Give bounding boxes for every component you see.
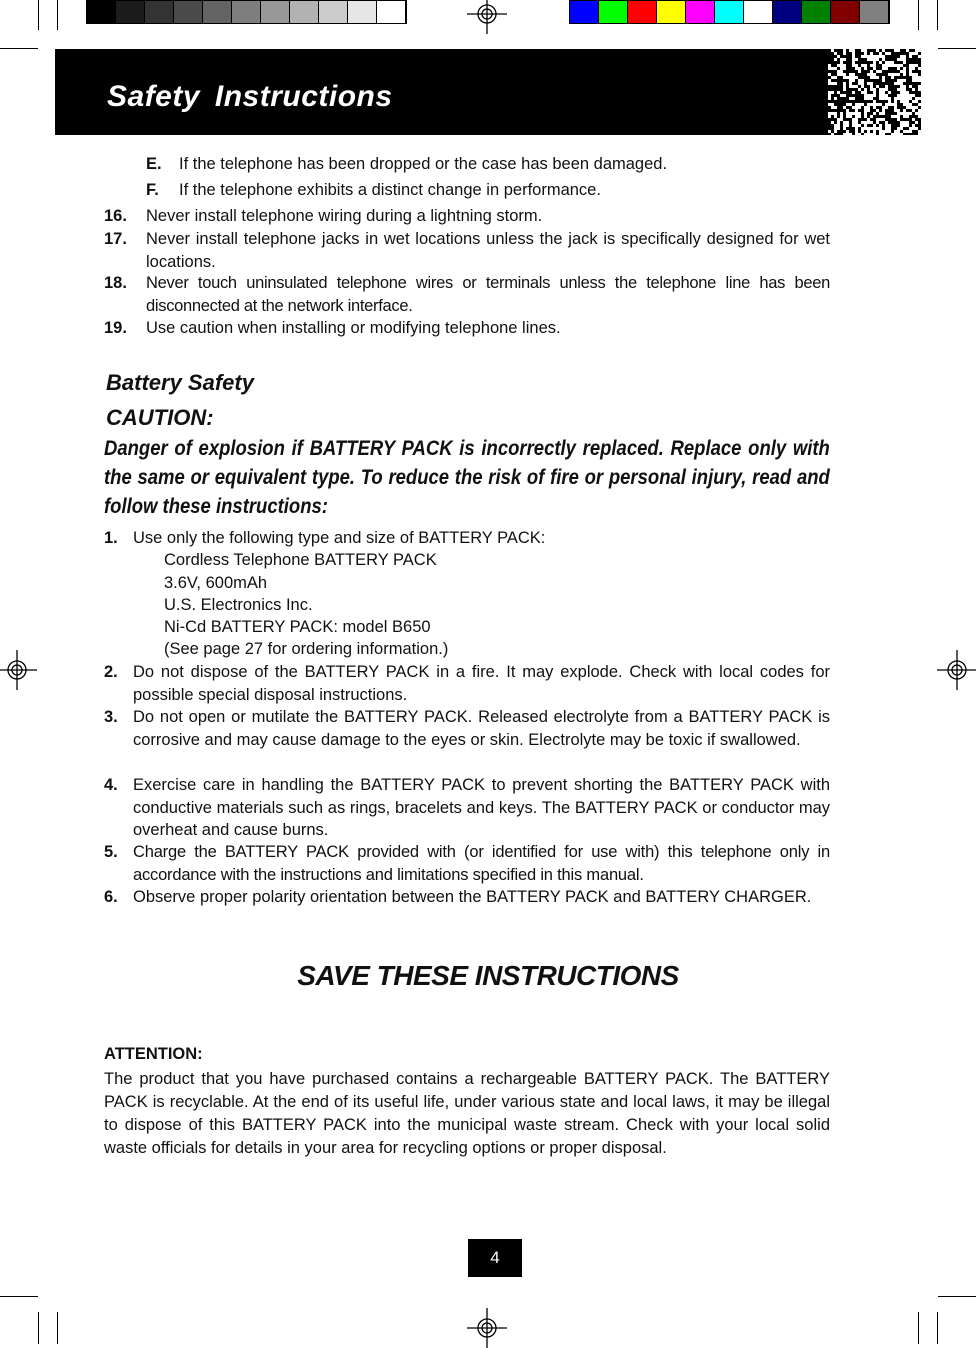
color-swatch [232, 1, 261, 23]
battery-item-text: Observe proper polarity orientation between the BATTERY PACK and BATTERY CHARGER. [133, 888, 812, 906]
color-swatch [773, 1, 802, 23]
battery-item-text: Use only the following type and size of BATTERY PACK: [133, 529, 546, 547]
sub-item-label: F. [146, 181, 159, 199]
section-heading: Battery Safety [106, 370, 254, 395]
registration-mark-icon [467, 0, 507, 34]
sub-item-label: E. [146, 155, 162, 173]
crop-mark [938, 1296, 976, 1297]
item-text: Use caution when installing or modifying telephone lines. [146, 319, 561, 337]
color-swatch [261, 1, 290, 23]
attention-heading: ATTENTION: [104, 1045, 203, 1063]
crop-mark [38, 0, 39, 30]
color-swatch [203, 1, 232, 23]
color-swatch [802, 1, 831, 23]
battery-item-text: Exercise care in handling the BATTERY PACK to prevent shorting the BATTERY PACK with conductive materials such as rings, bracelets and keys. The BATTERY PACK or conductor may overheat and cause burns. [133, 776, 830, 839]
registration-mark-icon [0, 650, 37, 690]
battery-spec-line: (See page 27 for ordering information.) [164, 640, 449, 658]
gray-swatch-bar [86, 0, 407, 24]
sub-item-text: If the telephone exhibits a distinct change in performance. [179, 181, 601, 199]
battery-spec-line: U.S. Electronics Inc. [164, 596, 313, 614]
battery-item-number: 3. [104, 708, 118, 726]
attention-text: The product that you have purchased contains a rechargeable BATTERY PACK. The BATTERY PACK is recyclable. At the end of its useful life, under various state and local laws, it may be illegal to dispose of this BATTERY PACK into the municipal waste stream. Check with your local solid waste officials for details in your area for recycling options or proper disposal. [104, 1070, 830, 1157]
color-swatch [290, 1, 319, 23]
item-text: Never install telephone jacks in wet locations unless the jack is specifically designed for wet locations. [146, 230, 830, 271]
crop-mark [938, 48, 976, 49]
registration-mark-icon [937, 650, 976, 690]
crop-mark [0, 1296, 38, 1297]
color-swatch [174, 1, 203, 23]
save-instructions-heading: SAVE THESE INSTRUCTIONS [297, 960, 679, 991]
battery-item-number: 6. [104, 888, 118, 906]
battery-item-text: Do not dispose of the BATTERY PACK in a fire. It may explode. Check with local codes for possible special disposal instructions. [133, 663, 830, 704]
color-swatch [744, 1, 773, 23]
caution-heading: CAUTION: [106, 405, 214, 430]
color-swatch [628, 1, 657, 23]
battery-spec-line: 3.6V, 600mAh [164, 574, 268, 592]
crop-mark [0, 48, 38, 49]
crop-mark [937, 1312, 938, 1344]
color-swatch [87, 1, 116, 23]
color-swatch [599, 1, 628, 23]
item-text: Never install telephone wiring during a lightning storm. [146, 207, 543, 225]
color-swatch [348, 1, 377, 23]
color-swatch [570, 1, 599, 23]
color-swatch [319, 1, 348, 23]
color-swatch [831, 1, 860, 23]
crop-mark [937, 0, 938, 30]
item-number: 19. [104, 319, 127, 337]
color-swatch [860, 1, 889, 23]
color-swatch [657, 1, 686, 23]
battery-spec-line: Ni-Cd BATTERY PACK: model B650 [164, 618, 431, 636]
battery-spec-line: Cordless Telephone BATTERY PACK [164, 551, 437, 569]
battery-item-number: 2. [104, 663, 118, 681]
color-swatch [715, 1, 744, 23]
crop-mark [57, 0, 58, 30]
crop-mark [918, 1312, 919, 1344]
crop-mark [918, 0, 919, 30]
crop-mark [57, 1312, 58, 1344]
item-number: 18. [104, 274, 127, 292]
registration-mark-icon [467, 1308, 507, 1348]
color-swatch [377, 1, 406, 23]
color-swatch [116, 1, 145, 23]
color-swatch-bar [569, 0, 890, 24]
page-title: Safety Instructions [107, 80, 393, 113]
item-number: 17. [104, 230, 127, 248]
item-number: 16. [104, 207, 127, 225]
color-swatch [145, 1, 174, 23]
color-swatch [686, 1, 715, 23]
battery-item-text: Do not open or mutilate the BATTERY PACK. Released electrolyte from a BATTERY PACK is corrosive and may cause damage to the eyes or skin. Electrolyte may be toxic if swallowed. [133, 708, 830, 749]
battery-item-number: 5. [104, 843, 118, 861]
sub-item-text: If the telephone has been dropped or the case has been damaged. [179, 155, 668, 173]
item-text: Never touch uninsulated telephone wires or terminals unless the telephone line has been disconnected at the network interface. [146, 274, 830, 315]
page-number: 4 [468, 1239, 522, 1277]
battery-item-number: 1. [104, 529, 118, 547]
crop-mark [38, 1312, 39, 1344]
noise-pattern-icon [828, 49, 921, 135]
battery-item-number: 4. [104, 776, 118, 794]
battery-item-text: Charge the BATTERY PACK provided with (or identified for use with) this telephone only in accordance with the instructions and limitations specified in this manual. [133, 843, 830, 884]
caution-text: Danger of explosion if BATTERY PACK is incorrectly replaced. Replace only with the same or equivalent type. To reduce the risk of fire or personal injury, read and follow these instructions: [104, 436, 830, 518]
